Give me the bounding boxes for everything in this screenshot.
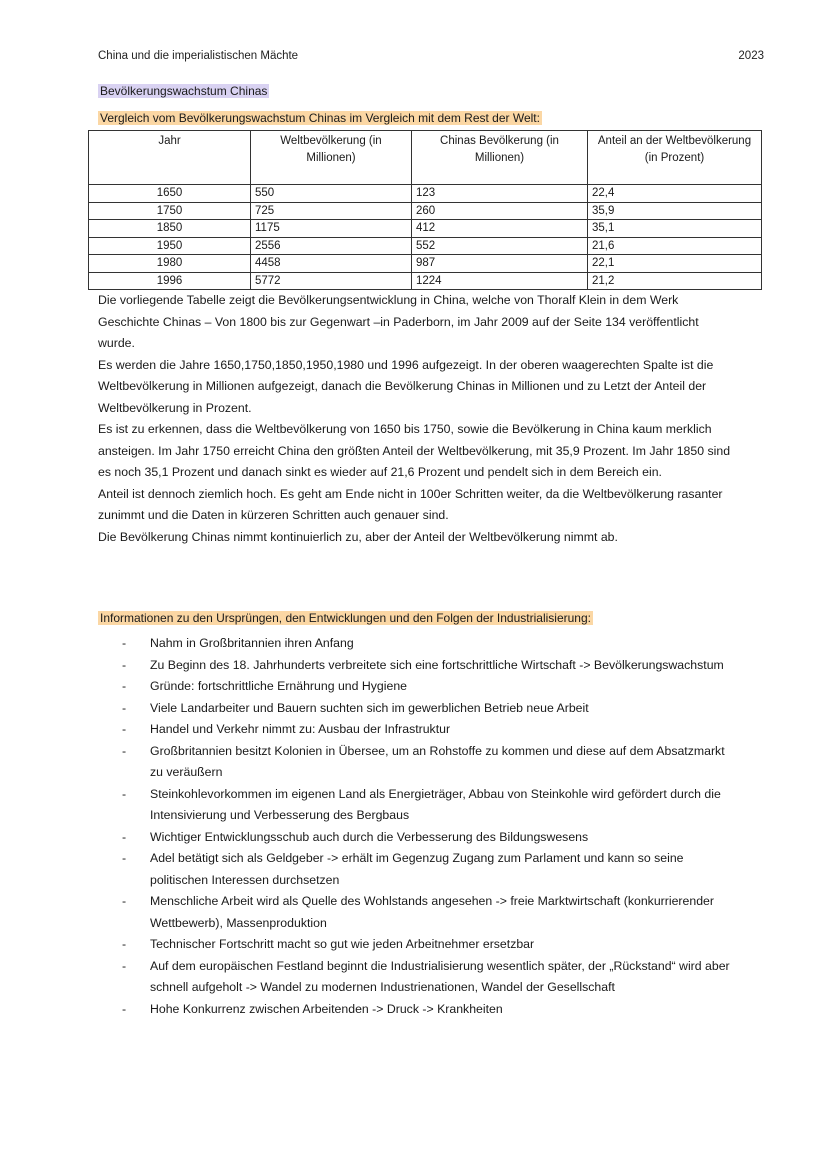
bullet-dash: - xyxy=(122,851,127,865)
list-item-text: Handel und Verkehr nimmt zu: Ausbau der Infrastruktur xyxy=(150,722,451,736)
cell-china-population: 412 xyxy=(412,220,588,238)
cell-china-population: 260 xyxy=(412,202,588,220)
cell-year: 1950 xyxy=(89,237,251,255)
page-header-year: 2023 xyxy=(738,50,764,62)
cell-share: 22,4 xyxy=(588,185,762,203)
list-item xyxy=(98,827,738,849)
list-item xyxy=(98,956,738,999)
list-item xyxy=(98,655,738,677)
list-item xyxy=(98,698,738,720)
cell-share: 21,2 xyxy=(588,272,762,290)
list-item-text: Steinkohlevorkommen im eigenen Land als Energieträger, Abbau von Steinkohle wird gefördert durch die Intensivierung und Verbesserung des Bergbaus xyxy=(150,786,721,822)
column-header-china-population: Chinas Bevölkerung (in Millionen) xyxy=(412,131,588,185)
list-item xyxy=(98,719,738,741)
paragraph: Anteil ist dennoch ziemlich hoch. Es geht am Ende nicht in 100er Schritten weiter, da die Weltbevölkerung rasanter zunimmt und die Daten in kürzeren Schritten auch genauer sind. xyxy=(98,486,723,522)
list-item-text: Menschliche Arbeit wird als Quelle des Wohlstands angesehen -> freie Marktwirtschaft (konkurrierender Wettbewerb), Massenproduktion xyxy=(150,894,714,930)
cell-share: 21,6 xyxy=(588,237,762,255)
bullet-dash: - xyxy=(122,743,127,758)
cell-world-population: 4458 xyxy=(251,255,412,273)
bullet-dash: - xyxy=(122,722,127,736)
list-item-text: Hohe Konkurrenz zwischen Arbeitenden -> Druck -> Krankheiten xyxy=(150,1001,503,1016)
table-row xyxy=(89,185,762,203)
bullet-dash: - xyxy=(122,657,127,672)
list-item xyxy=(98,891,738,934)
section-heading-industrialization xyxy=(98,611,593,625)
column-header-year: Jahr xyxy=(89,131,251,185)
cell-china-population: 123 xyxy=(412,185,588,203)
cell-year: 1650 xyxy=(89,185,251,203)
cell-year: 1996 xyxy=(89,272,251,290)
paragraph: Die vorliegende Tabelle zeigt die Bevölkerungsentwicklung in China, welche von Thoralf Klein in dem Werk Geschichte Chinas – Von 1800 bis zur Gegenwart –in Paderborn, im Jahr 2009 auf der Seite 134 veröffentlicht wurde. xyxy=(98,293,699,350)
bullet-dash: - xyxy=(122,829,127,844)
cell-world-population: 2556 xyxy=(251,237,412,255)
cell-world-population: 5772 xyxy=(251,272,412,290)
section-heading-population xyxy=(98,84,269,98)
list-item xyxy=(98,999,738,1021)
section-heading-industrialization-text: Informationen zu den Ursprüngen, den Entwicklungen und den Folgen der Industrialisierung: xyxy=(100,611,591,625)
list-item-text: Großbritannien besitzt Kolonien in Übersee, um an Rohstoffe zu kommen und diese auf dem Absatzmarkt zu veräußern xyxy=(150,743,725,779)
paragraph: Die Bevölkerung Chinas nimmt kontinuierlich zu, aber der Anteil der Weltbevölkerung nimmt ab. xyxy=(98,529,618,544)
cell-year: 1850 xyxy=(89,220,251,238)
column-header-world-population: Weltbevölkerung (in Millionen) xyxy=(251,131,412,185)
list-item xyxy=(98,848,738,891)
list-item xyxy=(98,934,738,956)
list-item-text: Gründe: fortschrittliche Ernährung und Hygiene xyxy=(150,679,408,693)
table-row xyxy=(89,255,762,273)
cell-china-population: 552 xyxy=(412,237,588,255)
list-item xyxy=(98,741,738,784)
cell-share: 35,9 xyxy=(588,202,762,220)
table-row xyxy=(89,237,762,255)
list-item-text: Viele Landarbeiter und Bauern suchten sich im gewerblichen Betrieb neue Arbeit xyxy=(150,700,589,715)
list-item xyxy=(98,676,738,698)
cell-china-population: 987 xyxy=(412,255,588,273)
list-item-text: Auf dem europäischen Festland beginnt die Industrialisierung wesentlich später, der „Rückstand“ wird aber schnell aufgeholt -> Wandel zu modernen Industrienationen, Wandel der Gesellschaft xyxy=(150,958,730,994)
list-item-text: Nahm in Großbritannien ihren Anfang xyxy=(150,636,354,650)
table-row xyxy=(89,272,762,290)
cell-share: 22,1 xyxy=(588,255,762,273)
paragraph: Es werden die Jahre 1650,1750,1850,1950,1980 und 1996 aufgezeigt. In der oberen waagerechten Spalte ist die Weltbevölkerung in Millionen aufgezeigt, danach die Bevölkerung Chinas in Millionen und zu Letzt der Anteil der Weltbevölkerung in Prozent. xyxy=(98,357,714,415)
bullet-dash: - xyxy=(122,958,127,973)
list-item-text: Wichtiger Entwicklungsschub auch durch die Verbesserung des Bildungswesens xyxy=(150,829,589,844)
list-item-text: Adel betätigt sich als Geldgeber -> erhält im Gegenzug Zugang zum Parlament und kann so seine politischen Interessen durchsetzen xyxy=(150,851,684,887)
table-header-row xyxy=(89,131,762,185)
bullet-dash: - xyxy=(122,786,127,801)
table-heading xyxy=(98,111,542,125)
table-row xyxy=(89,202,762,220)
cell-year: 1980 xyxy=(89,255,251,273)
cell-world-population: 1175 xyxy=(251,220,412,238)
bullet-dash: - xyxy=(122,636,127,650)
bullet-dash: - xyxy=(122,894,127,908)
table-row xyxy=(89,220,762,238)
list-item xyxy=(98,784,738,827)
analysis-text xyxy=(98,290,738,548)
bullet-dash: - xyxy=(122,937,127,951)
section-heading-population-text: Bevölkerungswachstum Chinas xyxy=(100,84,268,98)
column-header-share: Anteil an der Weltbevölkerung (in Prozent) xyxy=(588,131,762,185)
table-heading-text: Vergleich vom Bevölkerungswachstum Chinas im Vergleich mit dem Rest der Welt: xyxy=(100,111,540,125)
cell-year: 1750 xyxy=(89,202,251,220)
cell-china-population: 1224 xyxy=(412,272,588,290)
bullet-dash: - xyxy=(122,700,127,715)
population-table xyxy=(88,130,762,290)
cell-share: 35,1 xyxy=(588,220,762,238)
page-header-title: China und die imperialistischen Mächte xyxy=(98,50,299,62)
cell-world-population: 550 xyxy=(251,185,412,203)
list-item xyxy=(98,633,738,655)
list-item-text: Zu Beginn des 18. Jahrhunderts verbreitete sich eine fortschrittliche Wirtschaft -> Bevölkerungswachstum xyxy=(150,657,724,672)
cell-world-population: 725 xyxy=(251,202,412,220)
paragraph: Es ist zu erkennen, dass die Weltbevölkerung von 1650 bis 1750, sowie die Bevölkerung in China kaum merklich ansteigen. Im Jahr 1750 erreicht China den größten Anteil der Weltbevölkerung, mit 35,9 Prozent. Im Jahr 1850 sind es noch 35,1 Prozent und danach sinkt es wieder auf 21,6 Prozent und pendelt sich in dem Bereich ein. xyxy=(98,422,731,479)
industrialization-list xyxy=(98,633,738,1020)
bullet-dash: - xyxy=(122,679,127,693)
list-item-text: Technischer Fortschritt macht so gut wie jeden Arbeitnehmer ersetzbar xyxy=(150,937,535,951)
bullet-dash: - xyxy=(122,1001,127,1016)
